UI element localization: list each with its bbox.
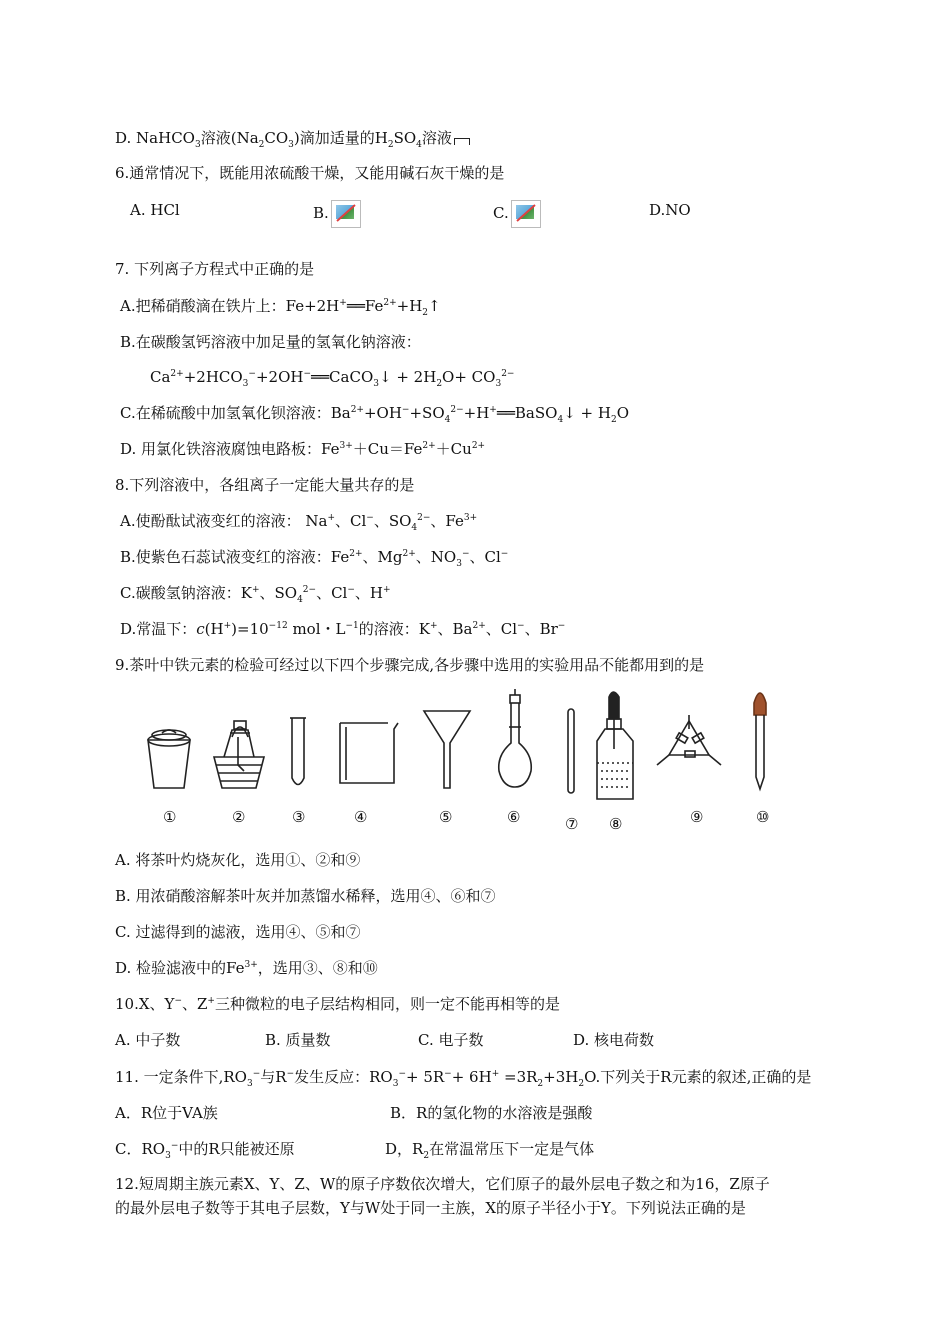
label-3: ③ xyxy=(292,808,306,826)
q7-option-a: A.把稀硝酸滴在铁片上：$Fe+2H^+══Fe^{2+}+H_2↑$ xyxy=(120,297,441,318)
q8-option-c: C.碳酸氢钠溶液：K+、$SO_4^{2-}$、Cl−、H+ xyxy=(120,584,391,605)
q10-stem: 10.X、Y−、Z+三种微粒的电子层结构相同，则一定不能再相等的是 xyxy=(115,995,560,1013)
q11-option-d: D，$R_2$在常温常压下一定是气体 xyxy=(385,1140,595,1161)
label-7: ⑦ xyxy=(565,815,579,833)
label-1: ① xyxy=(163,808,177,826)
q9-option-a: A. 将茶叶灼烧灰化，选用①、②和⑨ xyxy=(115,851,361,869)
label-2: ② xyxy=(232,808,246,826)
q6-stem: 6.通常情况下，既能用浓硫酸干燥，又能用碱石灰干燥的是 xyxy=(115,164,505,182)
q6-option-a: A. HCl xyxy=(130,201,180,219)
dropper-icon xyxy=(754,693,766,789)
label-5: ⑤ xyxy=(439,808,453,826)
funnel-icon xyxy=(424,711,470,788)
label-4: ④ xyxy=(354,808,368,826)
q7-option-b-equation: $Ca^{2+}+2HCO_3^-+2OH^-══CaCO_3↓ + 2H_2O+ CO_3^{2-}$ xyxy=(150,368,515,389)
q8-stem: 8.下列溶液中，各组离子一定能大量共存的是 xyxy=(115,476,415,494)
q8-option-b: B.使紫色石蕊试液变红的溶液：$Fe^{2+}$、$Mg^{2+}$、$NO_3^-$、Cl− xyxy=(120,548,509,569)
clay-triangle-icon xyxy=(657,715,721,765)
q6-option-d: D.NO xyxy=(649,201,691,219)
q12-stem-line1: 12.短周期主族元素X、Y、Z、W的原子序数依次增大，它们原子的最外层电子数之和为16，Z原子 xyxy=(115,1175,770,1193)
label-8: ⑧ xyxy=(609,815,623,833)
test-tube-icon xyxy=(290,718,306,785)
q11-option-c: C．$RO_3^-$中的R只能被还原 xyxy=(115,1140,295,1161)
q5-option-d: D. NaHCO$_3$溶液$(Na_2CO_3)$滴加适量的$H_2SO_4$溶液 xyxy=(115,128,470,148)
q7-option-d: D. 用氯化铁溶液腐蚀电路板：$Fe^{3+}+Cu=Fe^{2+}+Cu^{2+}$ xyxy=(120,440,486,458)
q10-option-d: D. 核电荷数 xyxy=(573,1031,655,1049)
q9-stem: 9.茶叶中铁元素的检验可经过以下四个步骤完成,各步骤中选用的实验用品不能都用到的是 xyxy=(115,656,705,674)
volumetric-flask-icon xyxy=(499,689,532,787)
q8-option-a: A.使酚酞试液变红的溶液： Na+、Cl−、$SO_4^{2-}$、$Fe^{3+}$ xyxy=(120,512,478,533)
q10-option-c: C. 电子数 xyxy=(418,1031,484,1049)
label-6: ⑥ xyxy=(507,808,521,826)
glass-rod-icon xyxy=(568,709,574,793)
q6-option-b: B. xyxy=(313,200,361,228)
q10-option-b: B. 质量数 xyxy=(265,1031,331,1049)
q7-option-b: B.在碳酸氢钙溶液中加足量的氢氧化钠溶液： xyxy=(120,333,421,351)
q11-stem: 11. 一定条件下$,RO_3^-$与R−发生反应：$RO_3^-+ 5R^-+ 6H^+ =3R_2+3H_2O$.下列关于R元素的叙述,正确的是 xyxy=(115,1068,812,1089)
q8-option-d: D.常温下：$c(H^+)=10^{-12}$ mol・$L^{-1}$的溶液：K+、$Ba^{2+}$、Cl−、Br− xyxy=(120,620,566,638)
lab-apparatus-figure xyxy=(140,685,790,800)
broken-image-icon xyxy=(331,200,361,228)
q11-option-b: B．R的氢化物的水溶液是强酸 xyxy=(390,1104,593,1122)
label-10: ⑩ xyxy=(756,808,770,826)
broken-image-icon xyxy=(511,200,541,228)
q9-option-c: C. 过滤得到的滤液，选用④、⑤和⑦ xyxy=(115,923,361,941)
anchor-mark xyxy=(454,138,470,145)
label-9: ⑨ xyxy=(690,808,704,826)
q11-option-a: A．R位于VA族 xyxy=(115,1104,218,1122)
crucible-icon xyxy=(148,730,190,788)
q7-stem: 7. 下列离子方程式中正确的是 xyxy=(115,260,315,278)
dropper-bottle-icon xyxy=(597,692,633,799)
clay-triangle-icon xyxy=(214,721,264,788)
beaker-icon xyxy=(340,723,398,783)
q7-option-c: C.在稀硫酸中加氢氧化钡溶液：$Ba^{2+}+OH^-+SO_4^{2-}+H^+══BaSO_4↓ + H_2O$ xyxy=(120,404,629,425)
q6-option-c: C. xyxy=(493,200,541,228)
q9-option-d: D. 检验滤液中的$Fe^{3+}$，选用③、⑧和⑩ xyxy=(115,959,378,977)
q10-option-a: A. 中子数 xyxy=(115,1031,181,1049)
q12-stem-line2: 的最外层电子数等于其电子层数，Y与W处于同一主族，X的原子半径小于Y。下列说法正确的是 xyxy=(115,1199,746,1217)
q9-option-b: B. 用浓硝酸溶解茶叶灰并加蒸馏水稀释，选用④、⑥和⑦ xyxy=(115,887,496,905)
